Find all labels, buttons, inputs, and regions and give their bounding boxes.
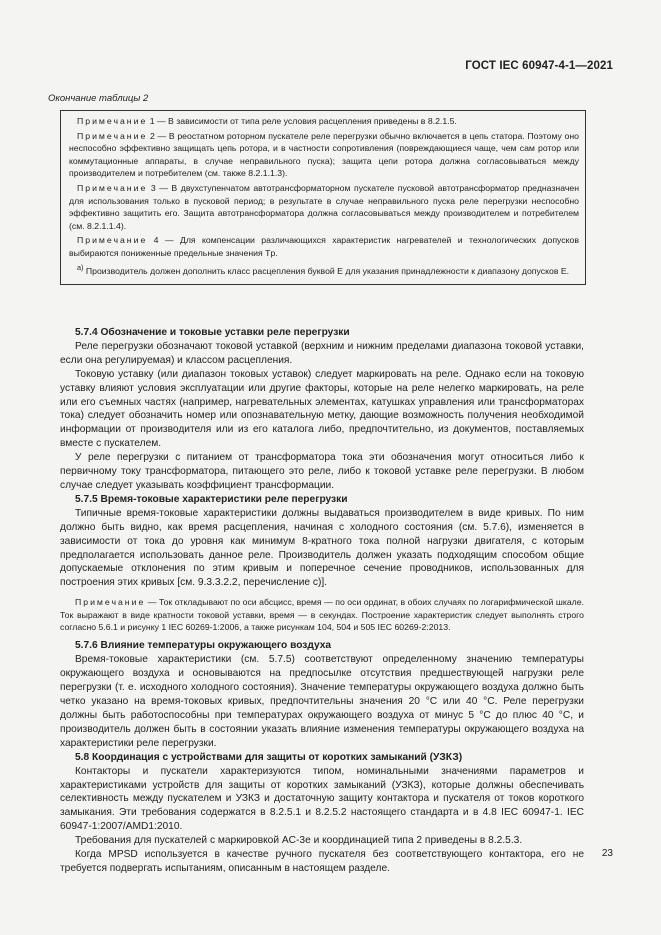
document-body bbox=[60, 326, 584, 876]
note-label: Примечание bbox=[77, 116, 148, 126]
heading-5-8: 5.8 Координация с устройствами для защиты от коротких замыканий (УЗКЗ) bbox=[75, 751, 463, 763]
note-2: Примечание 2 — В реостатном роторном пускателе реле перегрузки обычно включается в цепь статора. Поэтому оно неспособно эффективно защищать цепь ротора, и в частности сопротивления (повреждающиеся чаще, чем сам ротор или коммутационные аппараты, в случае неправильного пуска); защита цепи ротора должна согласовываться между производителем и потребителем (см. также 8.2.1.1.3). bbox=[69, 130, 579, 179]
paragraph: Требования для пускателей с маркировкой AC-3e и координацией типа 2 приведены в 8.2.5.3. bbox=[75, 835, 523, 847]
note-4: Примечание 4 — Для компенсации различающихся характеристик нагревателей и технологических допусков выбираются пониженные предельные значения Tp. bbox=[69, 235, 579, 258]
note-label: Примечание bbox=[77, 130, 148, 141]
heading-5-7-6: 5.7.6 Влияние температуры окружающего воздуха bbox=[75, 640, 332, 652]
paragraph: Типичные время-токовые характеристики должны выдаваться производителем в виде кривых. По ним должно быть видно, как время расцепления, начиная с холодного состояния (см. 5.7.6), изменяется в зависимости от тока до уровня как минимум 8-кратного тока полной нагрузки двигателя, с которым предполагается использовать данное реле. Производитель должен указать подходящим способом общие допускаемые отклонения по этим кривым и поперечное сечение проводников, использованных для построения этих кривых [см. 9.3.3.2.2, перечисление c)]. bbox=[60, 507, 584, 589]
heading-5-7-4: 5.7.4 Обозначение и токовые уставки реле перегрузки bbox=[75, 327, 350, 338]
paragraph: Когда MPSD используется в качестве ручного пускателя без соответствующего контактора, его не требуется подвергать испытаниям, описанным в настоящем разделе. bbox=[60, 849, 584, 874]
paragraph: Токовую уставку (или диапазон токовых уставок) следует маркировать на реле. Однако если на токовую уставку влияют условия эксплуатации или другие факторы, которые на реле нелегко маркировать, на реле или его съемных частях (например, нагревательных элементах, катушках управления или трансформаторах тока) следует обозначить номер или опознавательную метку, дающие возможность получения необходимой информации от производителя или из его каталога либо, предпочтительно, из документов, поставляемых вместе с пускателем. bbox=[60, 368, 584, 450]
paragraph: Время-токовые характеристики (см. 5.7.5) соответствуют определенному значению температуры окружающего воздуха и основываются на предпосылке отсутствия предшествующей нагрузки реле перегрузки (т. е. исходного холодного состояния). Значение температуры окружающего воздуха должно быть четко указано на время-токовых кривых, предпочтительны значения 20 °C или 40 °C. Реле перегрузки должны быть работоспособны при температурах окружающего воздуха от минус 5 °C до плюс 40 °C, и производитель должен быть в состоянии указать влияние изменения температуры окружающего воздуха на характеристики реле перегрузки. bbox=[60, 654, 584, 749]
table-notes-box bbox=[60, 110, 586, 285]
note-label: Примечание bbox=[77, 235, 148, 246]
note-5-7-5: Примечание — Ток откладывают по оси абсцисс, время — по оси ординат, в обоих случаях по логарифмической шкале. Ток выражают в виде кратности токовой уставки, время — в секундах. Построение характеристик следует выполнять строго согласно 5.6.1 и рисунку 1 IEC 60269-1:2006, а также рисункам 104, 504 и 505 IEC 60269-2:2013. bbox=[60, 597, 584, 633]
note-label: Примечание bbox=[77, 182, 148, 193]
paragraph: Реле перегрузки обозначают токовой уставкой (верхним и нижним пределами диапазона токовой уставки, если она регулируемая) и классом расцепления. bbox=[60, 340, 584, 366]
footnote: $^{а)}$ Производитель должен дополнить класс расцепления буквой E для указания принадлежности к диапазону допусков E. bbox=[77, 262, 570, 276]
note-1: Примечание 1 — В зависимости от типа реле условия расцепления приведены в 8.2.1.5. bbox=[77, 116, 457, 126]
note-3: Примечание 3 — В двухступенчатом автотрансформаторном пускателе пусковой автотрансформатор предназначен для использования только в пусковой период; в результате в случае неправильного пуска реле перегрузки неспособно эффективно защитить его. Защита автотрансформатора должна согласовываться между производителем и потребителем (см. 8.2.1.1.4). bbox=[69, 182, 579, 231]
note-label: Примечание bbox=[75, 597, 146, 608]
table-caption: Окончание таблицы 2 bbox=[48, 93, 149, 104]
heading-5-7-5: 5.7.5 Время-токовые характеристики реле перегрузки bbox=[75, 493, 348, 505]
paragraph: У реле перегрузки с питанием от трансформатора тока эти обозначения могут относиться либо к первичному току трансформатора, питающего это реле, либо к токовой уставке реле перегрузки. В любом случае следует указывать коэффициент трансформации. bbox=[60, 452, 584, 491]
page-number: 23 bbox=[601, 848, 613, 859]
footnote-mark: а) bbox=[77, 262, 84, 272]
paragraph: Контакторы и пускатели характеризуются типом, номинальными значениями параметров и характеристиками устройств для защиты от коротких замыканий (УЗКЗ), которые должны обеспечивать селективность между пускателем и УЗКЗ и достаточную защиту контактора и пускателя от токов короткого замыкания. Эти требования содержатся в 8.2.5.1 и 8.2.5.2 настоящего стандарта и в 4.8 IEC 60947-1. IEC 60947-1:2007/AMD1:2010. bbox=[60, 765, 584, 833]
document-header: ГОСТ IEC 60947-4-1—2021 bbox=[465, 60, 613, 72]
